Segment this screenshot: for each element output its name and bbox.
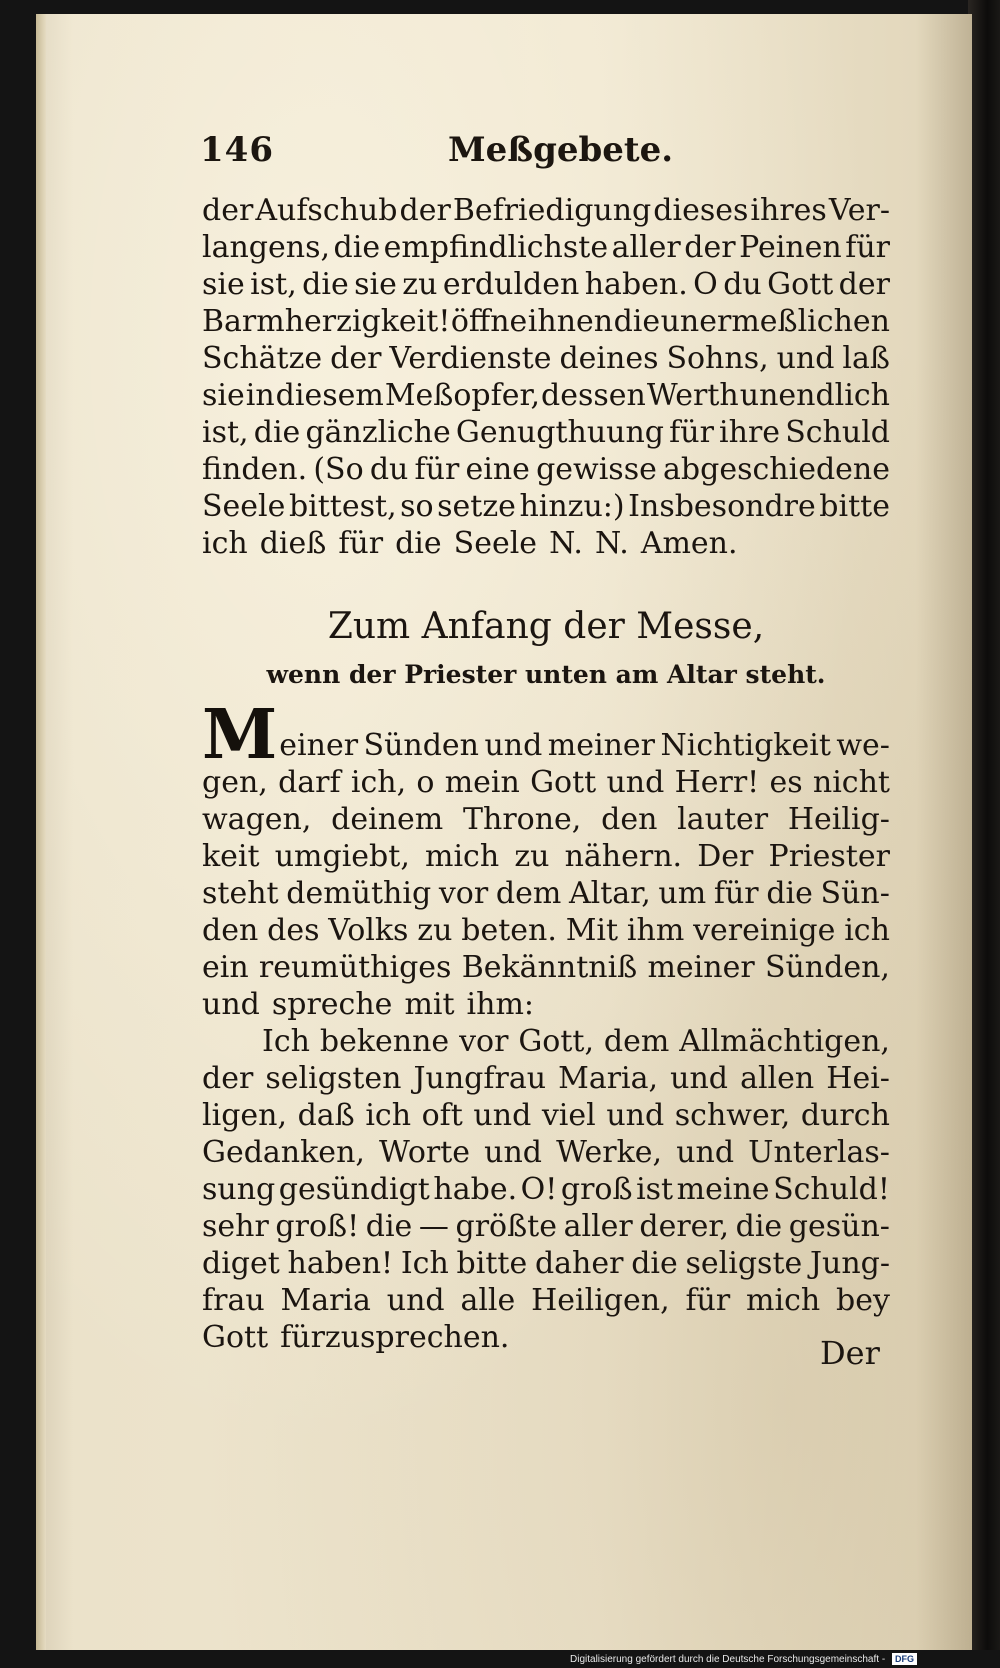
word: ihm [626,913,685,948]
word: — [418,1209,449,1244]
page-gutter [36,14,46,1650]
text-line [202,764,890,801]
word: steht [202,876,279,911]
catchword: Der [820,1334,880,1372]
word: O [693,267,718,302]
word: sehr [202,1209,269,1244]
word: daher [534,1246,624,1281]
text-line [202,949,890,986]
word: diget [202,1246,280,1281]
word: und [606,765,665,800]
word: und [473,1098,532,1133]
running-head: Meßgebete. [448,130,674,170]
word: groß [560,1172,633,1207]
word: Unterlas- [748,1135,890,1170]
word: sie [202,378,245,413]
word: ihre [719,415,781,450]
word: um [658,876,707,911]
word: dessen [541,378,646,413]
text-line [202,986,890,1023]
text-line [202,875,890,912]
word: den [202,913,259,948]
section-heading: Zum Anfang der Messe, [327,606,765,647]
word: ein [202,950,249,985]
text-line [202,414,890,451]
word: für [845,230,890,265]
word: Aufschub [255,193,398,228]
word: empfindlichste [383,230,609,265]
text-line [202,1134,890,1171]
dfg-logo: DFG [892,1653,917,1665]
word: und [606,1098,665,1133]
word: Amen. [640,526,738,561]
word: Schuld! [773,1172,890,1207]
word: Verdienste [389,341,552,376]
word: Worte [379,1135,471,1170]
word: Gedanken, [202,1135,365,1170]
word: Sohns, [666,341,769,376]
word: Sün- [820,876,890,911]
word: der [202,193,254,228]
word: haben! [287,1246,394,1281]
word: viel [541,1098,596,1133]
dropcap-line [202,695,890,775]
word: N. [594,526,629,561]
word: Heilig- [787,802,890,837]
word: Jungfrau [413,1061,547,1096]
word: setze [437,489,516,524]
word: bitte [456,1246,528,1281]
word: den [601,802,658,837]
word: eine [465,452,530,487]
word: keit [202,839,260,874]
word: ich [202,526,248,561]
word: die [613,304,661,339]
word: Gott [767,267,834,302]
word: bittest, [288,489,397,524]
word: der [838,267,890,302]
word: we- [836,728,890,763]
word: daß [297,1098,355,1133]
drop-cap: M [202,695,278,775]
word: derer, [639,1209,730,1244]
word: und [386,1283,445,1318]
credit-text: Digitalisierung gefördert durch die Deutsche Forschungsgemeinschaft - [570,1654,886,1665]
word: ihm: [466,987,535,1022]
word: unermeßlichen [660,304,890,339]
text-line [202,266,890,303]
word: ihres [750,193,827,228]
word: Werke, [556,1135,663,1170]
word: und [202,987,260,1022]
word: seligsten [265,1061,402,1096]
word: der [202,1061,254,1096]
word: vor [438,876,489,911]
word: die [302,267,349,302]
word: langens, [202,230,331,265]
word: erdulden [442,267,580,302]
word: dieses [653,193,749,228]
word: ihnen [527,304,614,339]
word: Seele [202,489,286,524]
text-line [202,912,890,949]
word: deinem [331,802,444,837]
text-line [202,801,890,838]
word: finden. [202,452,308,487]
text-line [202,340,890,377]
word: Ich [262,1024,310,1059]
word: haben. [584,267,688,302]
word: zu [514,839,550,874]
word: Schätze [202,341,323,376]
word: Insbesondre [628,489,816,524]
page-header [200,130,885,176]
word: für [669,415,714,450]
word: nähern. [564,839,683,874]
text-line [202,451,890,488]
word: für [713,876,759,911]
word: es [769,765,803,800]
text-line [202,1060,890,1097]
word: für [338,526,384,561]
word: Allmächtigen, [679,1024,890,1059]
word: Peinen [739,230,842,265]
word: habe. [433,1172,518,1207]
text-line [202,303,890,340]
word: der [330,341,382,376]
word: alle [460,1283,516,1318]
word: Priester [768,839,890,874]
word: gesündigt [278,1172,430,1207]
word: Sünden [363,728,479,763]
word: bekenne [319,1024,450,1059]
word: (So [313,452,364,487]
word: Bekänntniß [461,950,638,985]
word: und [676,1135,735,1170]
word: beten. [461,913,557,948]
word: reumüthiges [258,950,452,985]
word: du [369,452,409,487]
word: vor [459,1024,509,1059]
word: Seele [453,526,538,561]
word: durch [800,1098,890,1133]
word: Volks [328,913,409,948]
word: die [365,1209,413,1244]
word: und [776,341,835,376]
text-line [202,1319,890,1356]
text-line [202,838,890,875]
word: meine [676,1172,770,1207]
word: meiner [547,728,656,763]
word: dem [495,876,562,911]
word: seligste [685,1246,803,1281]
word: Hei- [826,1061,890,1096]
word: Altar, [568,876,651,911]
word: Maria [280,1283,371,1318]
word: unendlich [739,378,890,413]
word: gesün- [788,1209,890,1244]
word: du [723,267,762,302]
word: einer [279,728,359,763]
word: ligen, [202,1098,288,1133]
word: Meßopfer, [384,378,541,413]
word: Heiligen, [531,1283,670,1318]
word: sie [354,267,397,302]
word: aller [611,230,681,265]
word: deines [559,341,659,376]
word: aller [563,1209,633,1244]
word: ist, [202,415,249,450]
word: demüthig [286,876,432,911]
word: in [245,378,275,413]
word: zu [402,267,438,302]
section-subheading: wenn der Priester unten am Altar steht. [266,660,826,689]
word: Ich [400,1246,449,1281]
text-line [202,525,890,562]
word: gen, [202,765,268,800]
text-line [202,488,890,525]
text-line [202,1171,890,1208]
word: Gott [202,1320,269,1355]
text-line [202,229,890,266]
word: lauter [677,802,769,837]
word: meiner [647,950,755,985]
word: ich [365,1098,412,1133]
word: spreche [271,987,393,1022]
word: sie [202,267,245,302]
word: allen [740,1061,815,1096]
word: Herr! [674,765,760,800]
word: Barmherzigkeit! [202,304,451,339]
word: Ver- [828,193,890,228]
word: N. [549,526,583,561]
word: O! [520,1172,558,1207]
word: Gott, [518,1024,594,1059]
word: bitte [819,489,890,524]
word: mich [746,1283,821,1318]
word: größte [455,1209,557,1244]
text-line [202,192,890,229]
text-line [202,1245,890,1282]
word: und [670,1061,728,1096]
word: wagen, [202,802,312,837]
word: ist [636,1172,674,1207]
word: die [395,526,442,561]
word: bey [836,1283,890,1318]
word: fürzusprechen. [280,1320,510,1355]
word: sung [202,1172,276,1207]
word: Schuld [785,415,890,450]
word: gänzliche [305,415,451,450]
word: mit [404,987,455,1022]
word: Sünden, [764,950,890,985]
word: nicht [812,765,890,800]
word: die [631,1246,678,1281]
text-line [202,1023,890,1060]
word: zu [417,913,453,948]
word: o [416,765,435,800]
word: schwer, [674,1098,791,1133]
word: hinzu:) [519,489,625,524]
text-line [202,1097,890,1134]
word: des [267,913,320,948]
word: ich [844,913,890,948]
paragraph-1 [202,192,890,562]
book-edge [968,0,1000,1650]
word: für [414,452,460,487]
word: mich [425,839,500,874]
word: oft [421,1098,463,1133]
word: Genugthuung [455,415,664,450]
word: Der [697,839,754,874]
word: vereinige [693,913,836,948]
word: Befriedigung [452,193,652,228]
word: Mit [565,913,619,948]
word: diesem [275,378,384,413]
word: so [400,489,434,524]
word: öffne [450,304,528,339]
word: Maria, [558,1061,659,1096]
text-line [279,727,890,764]
word: die [253,415,301,450]
word: dem [603,1024,670,1059]
paragraph-2 [202,695,890,1356]
digitization-credit [570,1651,1000,1668]
word: Werth [646,378,739,413]
word: Throne, [463,802,582,837]
word: die [766,876,813,911]
word: frau [202,1283,265,1318]
word: der [399,193,451,228]
word: laß [842,341,890,376]
word: groß! [275,1209,360,1244]
word: für [685,1283,731,1318]
word: gewisse [536,452,657,487]
word: Jung- [809,1246,890,1281]
word: Nichtigkeit [660,728,831,763]
word: umgiebt, [274,839,410,874]
word: die [333,230,381,265]
word: der [684,230,736,265]
text-line [202,377,890,414]
word: ich, [350,765,407,800]
word: dieß [259,526,327,561]
word: Gott [530,765,597,800]
word: die [735,1209,783,1244]
word: abgeschiedene [663,452,890,487]
word: darf [278,765,341,800]
word: und [484,728,543,763]
word: mein [444,765,520,800]
text-line [202,1282,890,1319]
text-line [202,1208,890,1245]
page-number: 146 [200,130,274,170]
word: und [484,1135,543,1170]
word: ist, [250,267,297,302]
